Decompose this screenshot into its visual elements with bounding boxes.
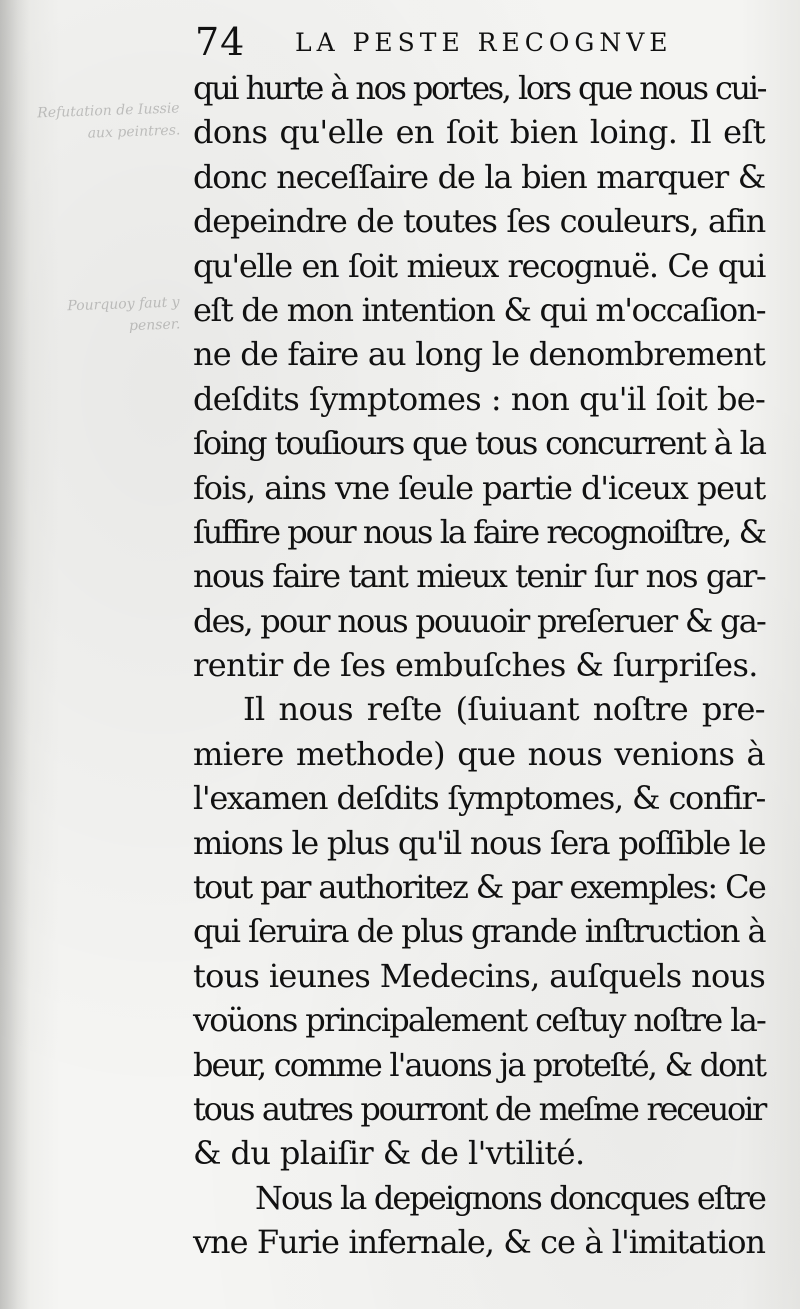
text-line: beur, comme l'auons ja proteſté, & dont — [193, 1045, 765, 1084]
text-line: tous autres pourront de meſme receuoir — [193, 1089, 765, 1128]
running-title: LA PESTE RECOGNVE — [295, 28, 673, 57]
page-number: 74 — [195, 20, 246, 64]
text-line: rentir de ſes embuſches & ſurpriſes. — [193, 646, 758, 685]
text-line: qui ſeruira de plus grande inſtruction à — [193, 912, 765, 951]
text-line: & du plaiſir & de l'vtilité. — [193, 1134, 585, 1173]
text-line: depeindre de toutes ſes couleurs, afin — [193, 202, 765, 241]
text-line: l'examen deſdits ſymptomes, & confir- — [193, 779, 765, 818]
text-line: Nous la depeignons doncques eſtre — [255, 1178, 765, 1217]
text-line: ne de faire au long le denombrement — [193, 335, 765, 374]
binding-shadow — [0, 0, 30, 1309]
text-line: qu'elle en ſoit mieux recognuë. Ce qui — [193, 246, 765, 285]
text-line: ſoing touſiours que tous concurrent à la — [193, 424, 765, 463]
text-line: nous faire tant mieux tenir ſur nos gar- — [193, 557, 765, 596]
margin-note: Pourquoy faut y penser. — [67, 294, 181, 335]
text-line: Il nous reſte (ſuiuant noſtre pre- — [243, 690, 765, 729]
text-line: tous ieunes Medecins, auſquels nous — [193, 956, 765, 995]
text-line: voüons principalement ceſtuy noſtre la- — [193, 1001, 765, 1040]
text-line: eſt de mon intention & qui m'occaſion- — [193, 290, 765, 329]
margin-note: Refutation de Iussie aux peintres. — [37, 100, 181, 142]
text-line: des, pour nous pouuoir preſeruer & ga- — [193, 601, 765, 640]
margin-notes — [30, 100, 180, 488]
text-line: qui hurte à nos portes, lors que nous cui- — [193, 69, 765, 107]
text-line: ſuffire pour nous la faire recognoiſtre, & — [193, 512, 765, 551]
body-text — [193, 66, 765, 1265]
text-line: mions le plus qu'il nous ſera poſſible le — [193, 823, 765, 862]
text-line: donc neceſſaire de la bien marquer & — [193, 157, 765, 196]
text-line: vne Furie infernale, & ce à l'imitation — [193, 1223, 765, 1262]
text-line: dons qu'elle en ſoit bien loing. Il eſt — [193, 113, 765, 152]
text-line: miere methode) que nous venions à — [193, 734, 765, 773]
text-line: tout par authoritez & par exemples: Ce — [193, 868, 765, 907]
text-line: fois, ains vne ſeule partie d'iceux peut — [193, 468, 765, 507]
text-line: deſdits ſymptomes : non qu'il ſoit be- — [193, 379, 765, 418]
page-header — [195, 18, 785, 62]
